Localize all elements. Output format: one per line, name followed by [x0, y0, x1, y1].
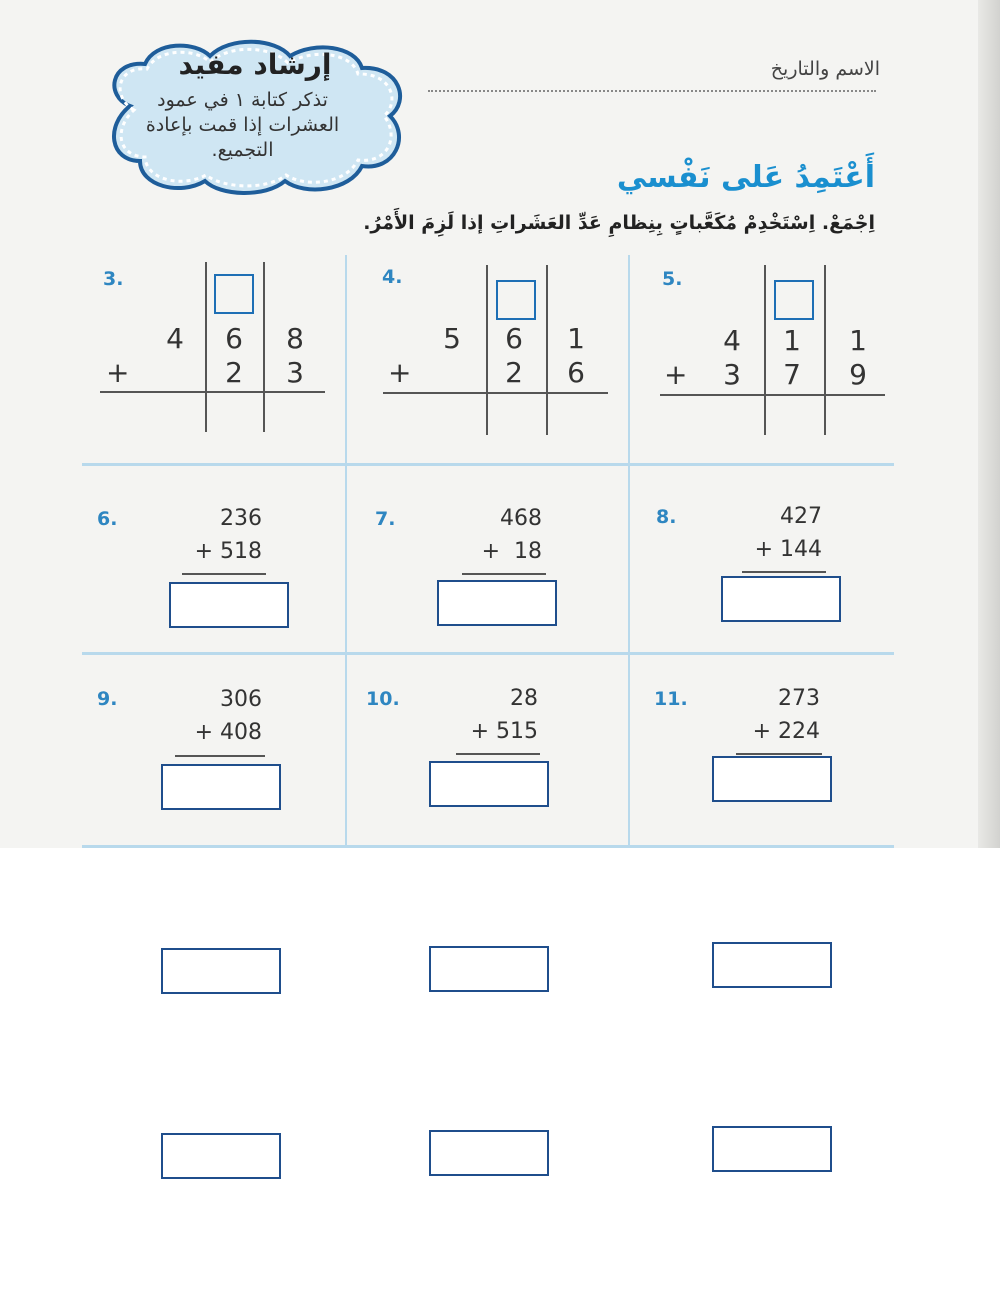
lesson-title: أَعْتَمِدُ عَلى نَفْسي	[616, 160, 875, 195]
addend-top: 273	[778, 686, 820, 711]
digit: 3	[723, 358, 741, 391]
sum-line	[742, 571, 826, 573]
problem-number: 4.	[382, 266, 403, 288]
addend-top: 28	[510, 686, 538, 711]
answer-box[interactable]	[437, 580, 557, 626]
row-divider	[82, 463, 894, 466]
problem-number: 8.	[656, 506, 677, 528]
digit: 4	[166, 322, 184, 355]
addend-bottom: + 408	[194, 720, 262, 745]
sum-line	[182, 573, 266, 575]
addend-bottom: + 518	[194, 539, 262, 564]
regroup-box	[214, 274, 254, 314]
column-divider	[628, 255, 630, 848]
sum-line	[383, 392, 608, 394]
problem-number: 10.	[366, 688, 400, 710]
problem-number: 5.	[662, 268, 683, 290]
place-value-line	[824, 265, 826, 435]
tip-title: إرشاد مفيد	[178, 48, 332, 81]
sum-line	[100, 391, 325, 393]
addend-top: 236	[220, 506, 262, 531]
plus-sign: +	[664, 358, 688, 391]
addend-bottom: + 515	[470, 719, 538, 744]
column-divider	[345, 255, 347, 848]
answer-box[interactable]	[161, 1133, 281, 1179]
regroup-box	[774, 280, 814, 320]
digit: 4	[723, 324, 741, 357]
problem-number: 11.	[654, 688, 688, 710]
addend-bottom: + 224	[752, 719, 820, 744]
sum-line	[175, 755, 265, 757]
place-value-line	[764, 265, 766, 435]
answer-box[interactable]	[161, 948, 281, 994]
sum-line	[736, 753, 822, 755]
name-date-label: الاسم والتاريخ	[770, 58, 880, 80]
digit: 5	[443, 322, 461, 355]
plus-sign: +	[106, 356, 130, 389]
row-divider	[82, 845, 894, 848]
answer-box[interactable]	[429, 1130, 549, 1176]
regroup-box	[496, 280, 536, 320]
answer-box[interactable]	[429, 946, 549, 992]
digit: 1	[783, 324, 801, 357]
digit: 6	[567, 356, 585, 389]
sum-line	[462, 573, 546, 575]
problem-number: 9.	[97, 688, 118, 710]
place-value-line	[263, 262, 265, 432]
place-value-line	[205, 262, 207, 432]
answer-box[interactable]	[712, 756, 832, 802]
addend-top: 306	[220, 687, 262, 712]
digit: 3	[286, 356, 304, 389]
digit: 1	[567, 322, 585, 355]
problem-number: 7.	[375, 508, 396, 530]
digit: 8	[286, 322, 304, 355]
tip-text: تذكر كتابة ١ في عمود العشرات إذا قمت بإعادة التجميع.	[145, 89, 340, 161]
instruction-text: اِجْمَعْ. اِسْتَخْدِمْ مُكَعَّباتٍ بِنِظامِ عَدِّ العَشَراتِ إذا لَزِمَ الأَمْرُ.	[363, 212, 875, 234]
problem-number: 6.	[97, 508, 118, 530]
row-divider	[82, 652, 894, 655]
addend-bottom: + 144	[754, 537, 822, 562]
page-edge-shadow	[978, 0, 1000, 848]
answer-box[interactable]	[429, 761, 549, 807]
plus-sign: +	[388, 356, 412, 389]
answer-box[interactable]	[712, 1126, 832, 1172]
addend-top: 427	[780, 504, 822, 529]
sum-line	[456, 753, 540, 755]
answer-box[interactable]	[712, 942, 832, 988]
place-value-line	[486, 265, 488, 435]
addend-top: 468	[500, 506, 542, 531]
digit: 2	[225, 356, 243, 389]
name-date-line	[428, 90, 876, 92]
digit: 1	[849, 324, 867, 357]
digit: 7	[783, 358, 801, 391]
answer-box[interactable]	[161, 764, 281, 810]
problem-number: 3.	[103, 268, 124, 290]
answer-box[interactable]	[169, 582, 289, 628]
sum-line	[660, 394, 885, 396]
answer-box[interactable]	[721, 576, 841, 622]
place-value-line	[546, 265, 548, 435]
digit: 6	[505, 322, 523, 355]
digit: 2	[505, 356, 523, 389]
digit: 9	[849, 358, 867, 391]
addend-bottom: + 18	[481, 539, 542, 564]
digit: 6	[225, 322, 243, 355]
